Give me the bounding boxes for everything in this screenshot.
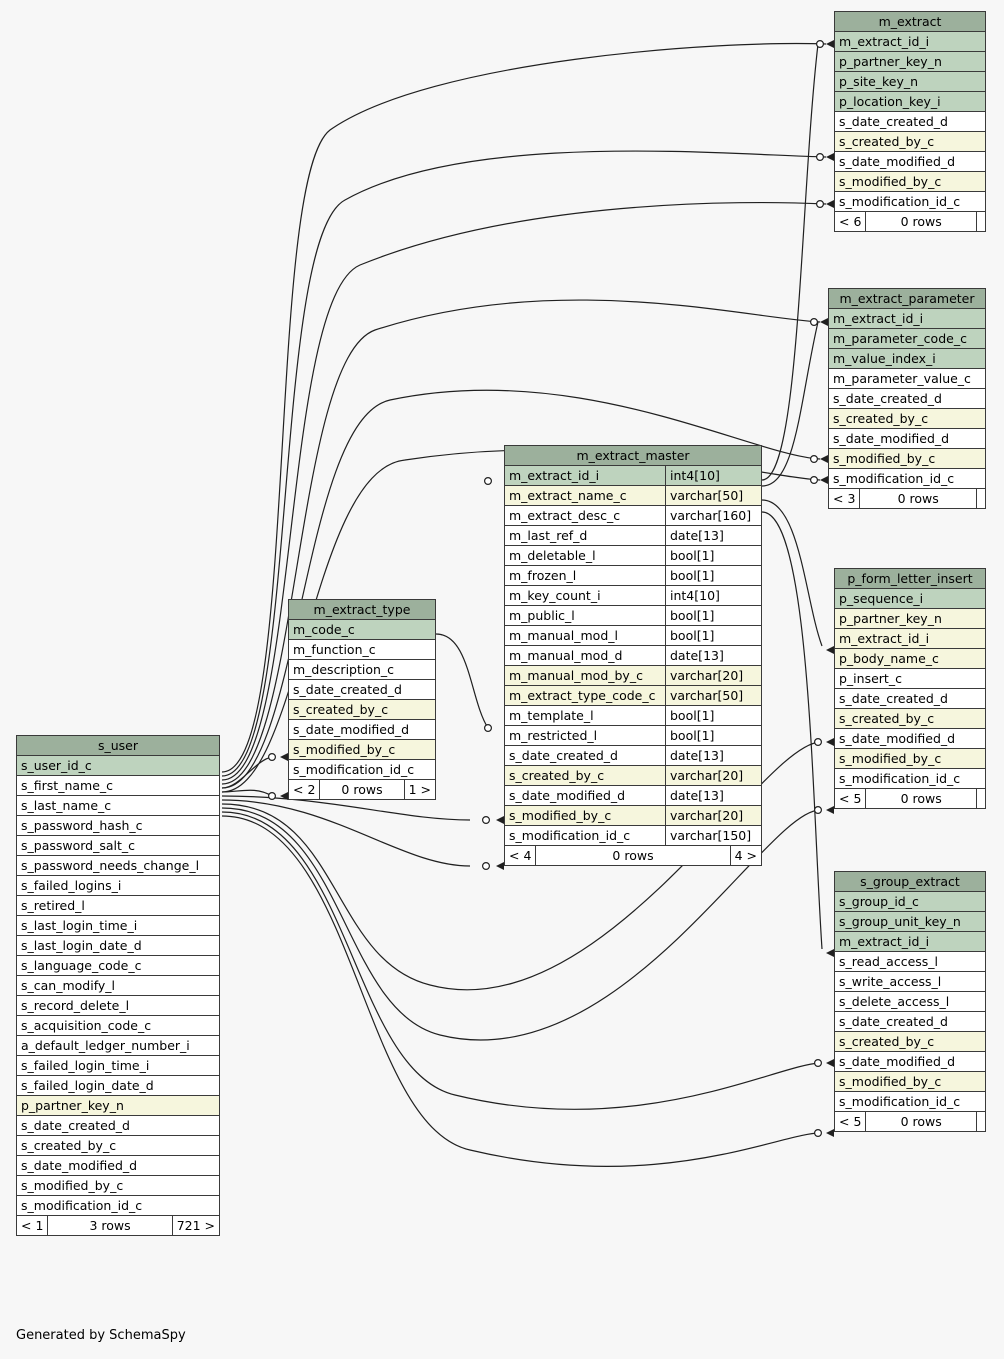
column-name: s_date_modified_d (839, 1054, 956, 1069)
column-name: s_last_login_time_i (21, 918, 138, 933)
column-name: s_record_delete_l (21, 998, 130, 1013)
table-column[interactable] (17, 1116, 219, 1136)
column-name: s_date_modified_d (839, 731, 956, 746)
column-name: s_date_modified_d (293, 722, 410, 737)
table-column[interactable] (505, 726, 761, 746)
table-column[interactable] (289, 720, 435, 740)
column-name: s_modified_by_c (839, 1074, 942, 1089)
column-name: s_modified_by_c (833, 451, 936, 466)
column-name: p_site_key_n (839, 74, 919, 89)
column-name: m_manual_mod_d (509, 648, 623, 663)
table-footer (289, 779, 435, 799)
column-name: s_date_created_d (509, 748, 618, 763)
table-column[interactable] (505, 486, 761, 506)
table-column[interactable] (835, 892, 985, 912)
table-column[interactable] (835, 1032, 985, 1052)
table-columns (17, 756, 219, 1215)
table-p_form_letter_insert[interactable] (834, 568, 986, 809)
column-name: s_date_modified_d (21, 1158, 138, 1173)
column-name: m_extract_type_code_c (509, 688, 656, 703)
table-column[interactable] (17, 1196, 219, 1215)
table-column[interactable] (835, 72, 985, 92)
column-name: s_modification_id_c (293, 762, 415, 777)
column-name: s_modified_by_c (839, 174, 942, 189)
table-column[interactable] (505, 466, 761, 486)
table-column[interactable] (505, 626, 761, 646)
column-name: p_sequence_i (839, 591, 924, 606)
table-column[interactable] (835, 1052, 985, 1072)
table-footer (829, 488, 985, 508)
column-type: varchar[150] (665, 826, 761, 845)
children-count[interactable] (976, 1112, 985, 1131)
table-column[interactable] (17, 976, 219, 996)
table-column[interactable] (835, 749, 985, 769)
table-column[interactable] (835, 52, 985, 72)
children-count[interactable] (976, 212, 985, 231)
table-column[interactable] (17, 856, 219, 876)
column-name: s_write_access_l (839, 974, 942, 989)
table-column[interactable] (835, 912, 985, 932)
table-column[interactable] (17, 1076, 219, 1096)
column-name: s_date_modified_d (839, 154, 956, 169)
column-type: date[13] (665, 646, 761, 665)
column-name: s_modified_by_c (21, 1178, 124, 1193)
table-column[interactable] (17, 1156, 219, 1176)
table-column[interactable] (17, 996, 219, 1016)
table-title: s_group_extract (835, 872, 985, 892)
table-title: m_extract_parameter (829, 289, 985, 309)
row-count: 0 rows (319, 780, 403, 799)
column-name: s_modification_id_c (839, 771, 961, 786)
table-column[interactable] (835, 1012, 985, 1032)
table-column[interactable] (835, 192, 985, 211)
table-column[interactable] (17, 816, 219, 836)
table-column[interactable] (289, 700, 435, 720)
table-column[interactable] (829, 409, 985, 429)
column-name: s_failed_logins_i (21, 878, 122, 893)
children-count[interactable]: 721 > (172, 1216, 219, 1235)
table-column[interactable] (835, 172, 985, 192)
column-type: varchar[20] (665, 806, 761, 825)
table-column[interactable] (17, 796, 219, 816)
table-column[interactable] (505, 546, 761, 566)
column-name: p_partner_key_n (839, 54, 942, 69)
table-column[interactable] (505, 666, 761, 686)
column-name: s_acquisition_code_c (21, 1018, 152, 1033)
column-type: bool[1] (665, 546, 761, 565)
column-name: s_language_code_c (21, 958, 142, 973)
column-type: int4[10] (665, 586, 761, 605)
column-name: s_group_id_c (839, 894, 919, 909)
column-name: s_can_modify_l (21, 978, 116, 993)
column-name: m_extract_id_i (839, 34, 930, 49)
column-name: m_restricted_l (509, 728, 598, 743)
column-type: date[13] (665, 746, 761, 765)
table-columns (835, 892, 985, 1111)
row-count: 0 rows (859, 489, 976, 508)
column-name: s_failed_login_time_i (21, 1058, 150, 1073)
table-column[interactable] (17, 756, 219, 776)
table-column[interactable] (829, 429, 985, 449)
column-name: s_password_hash_c (21, 818, 143, 833)
table-column[interactable] (505, 826, 761, 845)
column-name: s_date_created_d (839, 691, 948, 706)
column-name: m_public_l (509, 608, 575, 623)
table-column[interactable] (17, 1136, 219, 1156)
column-name: m_extract_id_i (839, 631, 930, 646)
column-name: s_date_modified_d (509, 788, 626, 803)
column-type: int4[10] (665, 466, 761, 485)
table-column[interactable] (505, 806, 761, 826)
table-column[interactable] (835, 1072, 985, 1092)
table-column[interactable] (835, 769, 985, 788)
table-column[interactable] (505, 566, 761, 586)
column-name: s_modification_id_c (839, 1094, 961, 1109)
table-s_group_extract[interactable] (834, 871, 986, 1132)
table-m_extract_master[interactable] (504, 445, 762, 866)
table-column[interactable] (835, 112, 985, 132)
column-name: p_body_name_c (839, 651, 939, 666)
table-footer (835, 211, 985, 231)
table-footer (835, 1111, 985, 1131)
table-s_user[interactable] (16, 735, 220, 1236)
column-name: s_date_created_d (21, 1118, 130, 1133)
parents-count[interactable]: < 1 (21, 1218, 44, 1233)
table-column[interactable] (829, 449, 985, 469)
table-columns (829, 309, 985, 488)
table-column[interactable] (829, 469, 985, 488)
table-column[interactable] (17, 936, 219, 956)
table-column[interactable] (835, 589, 985, 609)
column-name: m_manual_mod_l (509, 628, 618, 643)
column-name: p_partner_key_n (839, 611, 942, 626)
column-name: s_date_created_d (839, 1014, 948, 1029)
table-column[interactable] (505, 526, 761, 546)
table-column[interactable] (505, 766, 761, 786)
table-column[interactable] (289, 740, 435, 760)
table-title: m_extract_type (289, 600, 435, 620)
table-column[interactable] (835, 132, 985, 152)
parents-count[interactable]: < 4 (509, 848, 532, 863)
column-name: s_date_modified_d (833, 431, 950, 446)
column-name: s_password_salt_c (21, 838, 136, 853)
column-name: s_created_by_c (839, 711, 935, 726)
column-name: m_manual_mod_by_c (509, 668, 643, 683)
column-name: s_created_by_c (839, 1034, 935, 1049)
column-name: p_partner_key_n (21, 1098, 124, 1113)
column-name: m_parameter_value_c (833, 371, 971, 386)
table-column[interactable] (505, 646, 761, 666)
parents-count[interactable]: < 6 (839, 214, 862, 229)
column-name: s_modification_id_c (21, 1198, 143, 1213)
parents-count[interactable]: < 3 (833, 491, 856, 506)
column-name: s_modification_id_c (509, 828, 631, 843)
column-name: m_last_ref_d (509, 528, 588, 543)
generated-by-caption: Generated by SchemaSpy (16, 1328, 186, 1343)
table-column[interactable] (835, 669, 985, 689)
table-title: p_form_letter_insert (835, 569, 985, 589)
table-column[interactable] (505, 686, 761, 706)
table-column[interactable] (17, 876, 219, 896)
row-count: 0 rows (535, 846, 729, 865)
table-columns (835, 589, 985, 788)
column-type: bool[1] (665, 726, 761, 745)
column-name: s_date_created_d (293, 682, 402, 697)
table-column[interactable] (289, 660, 435, 680)
table-column[interactable] (17, 1056, 219, 1076)
table-footer (835, 788, 985, 808)
column-name: s_last_login_date_d (21, 938, 142, 953)
table-column[interactable] (17, 776, 219, 796)
column-name: s_created_by_c (833, 411, 929, 426)
table-columns (835, 32, 985, 211)
table-column[interactable] (17, 1036, 219, 1056)
column-name: s_date_created_d (839, 114, 948, 129)
table-column[interactable] (505, 786, 761, 806)
table-title: m_extract_master (505, 446, 761, 466)
column-type: varchar[20] (665, 766, 761, 785)
column-name: m_parameter_code_c (833, 331, 967, 346)
column-name: s_delete_access_l (839, 994, 950, 1009)
column-name: p_insert_c (839, 671, 902, 686)
table-column[interactable] (505, 606, 761, 626)
column-type: bool[1] (665, 566, 761, 585)
row-count: 0 rows (865, 789, 976, 808)
table-column[interactable] (289, 760, 435, 779)
table-footer (505, 845, 761, 865)
parents-count[interactable]: < 5 (839, 791, 862, 806)
column-name: s_user_id_c (21, 758, 92, 773)
column-name: m_extract_id_i (839, 934, 930, 949)
table-column[interactable] (17, 1176, 219, 1196)
table-columns (289, 620, 435, 779)
column-name: m_deletable_l (509, 548, 596, 563)
column-name: m_extract_id_i (509, 468, 600, 483)
table-column[interactable] (17, 916, 219, 936)
table-column[interactable] (835, 629, 985, 649)
column-name: s_modification_id_c (833, 471, 955, 486)
row-count: 0 rows (865, 212, 976, 231)
table-column[interactable] (835, 609, 985, 629)
table-column[interactable] (289, 620, 435, 640)
table-footer (17, 1215, 219, 1235)
column-type: varchar[160] (665, 506, 761, 525)
table-column[interactable] (835, 152, 985, 172)
table-column[interactable] (505, 586, 761, 606)
column-name: m_description_c (293, 662, 395, 677)
table-column[interactable] (835, 92, 985, 112)
table-column[interactable] (835, 932, 985, 952)
parents-count[interactable]: < 5 (839, 1114, 862, 1129)
column-name: s_date_created_d (833, 391, 942, 406)
column-name: s_created_by_c (839, 134, 935, 149)
table-title: s_user (17, 736, 219, 756)
column-name: m_frozen_l (509, 568, 577, 583)
table-column[interactable] (829, 329, 985, 349)
column-name: s_retired_l (21, 898, 85, 913)
table-title: m_extract (835, 12, 985, 32)
table-columns (505, 466, 761, 845)
children-count[interactable]: 4 > (730, 846, 761, 865)
table-column[interactable] (835, 32, 985, 52)
row-count: 0 rows (865, 1112, 976, 1131)
column-type: date[13] (665, 526, 761, 545)
column-name: m_extract_name_c (509, 488, 627, 503)
column-name: s_first_name_c (21, 778, 114, 793)
table-column[interactable] (17, 1016, 219, 1036)
children-count[interactable] (976, 789, 985, 808)
column-name: s_group_unit_key_n (839, 914, 961, 929)
table-column[interactable] (17, 956, 219, 976)
table-column[interactable] (835, 689, 985, 709)
column-type: bool[1] (665, 626, 761, 645)
table-column[interactable] (505, 506, 761, 526)
column-name: p_location_key_i (839, 94, 941, 109)
table-column[interactable] (835, 709, 985, 729)
children-count[interactable] (976, 489, 985, 508)
column-type: bool[1] (665, 606, 761, 625)
table-column[interactable] (835, 649, 985, 669)
column-type: bool[1] (665, 706, 761, 725)
table-m_extract[interactable] (834, 11, 986, 232)
row-count: 3 rows (47, 1216, 171, 1235)
column-type: date[13] (665, 786, 761, 805)
column-name: m_function_c (293, 642, 376, 657)
table-column[interactable] (17, 1096, 219, 1116)
table-column[interactable] (829, 389, 985, 409)
column-name: s_read_access_l (839, 954, 939, 969)
table-column[interactable] (835, 972, 985, 992)
column-type: varchar[20] (665, 666, 761, 685)
column-name: m_value_index_i (833, 351, 936, 366)
column-type: varchar[50] (665, 686, 761, 705)
table-column[interactable] (289, 680, 435, 700)
table-m_extract_type[interactable] (288, 599, 436, 800)
table-column[interactable] (829, 369, 985, 389)
column-name: m_key_count_i (509, 588, 601, 603)
parents-count[interactable]: < 2 (293, 782, 316, 797)
table-column[interactable] (835, 952, 985, 972)
column-name: s_last_name_c (21, 798, 112, 813)
table-m_extract_parameter[interactable] (828, 288, 986, 509)
table-column[interactable] (505, 746, 761, 766)
table-column[interactable] (829, 309, 985, 329)
table-column[interactable] (835, 1092, 985, 1111)
table-column[interactable] (835, 729, 985, 749)
column-name: m_extract_id_i (833, 311, 924, 326)
table-column[interactable] (505, 706, 761, 726)
column-name: s_modified_by_c (293, 742, 396, 757)
column-name: s_modified_by_c (839, 751, 942, 766)
table-column[interactable] (17, 836, 219, 856)
table-column[interactable] (289, 640, 435, 660)
column-name: s_created_by_c (21, 1138, 117, 1153)
column-name: s_password_needs_change_l (21, 858, 200, 873)
column-name: m_code_c (293, 622, 355, 637)
column-type: varchar[50] (665, 486, 761, 505)
column-name: a_default_ledger_number_i (21, 1038, 190, 1053)
column-name: m_template_l (509, 708, 594, 723)
column-name: s_created_by_c (509, 768, 605, 783)
column-name: s_modified_by_c (509, 808, 612, 823)
column-name: s_failed_login_date_d (21, 1078, 154, 1093)
column-name: s_created_by_c (293, 702, 389, 717)
table-column[interactable] (829, 349, 985, 369)
column-name: m_extract_desc_c (509, 508, 621, 523)
table-column[interactable] (835, 992, 985, 1012)
column-name: s_modification_id_c (839, 194, 961, 209)
children-count[interactable]: 1 > (404, 780, 435, 799)
table-column[interactable] (17, 896, 219, 916)
